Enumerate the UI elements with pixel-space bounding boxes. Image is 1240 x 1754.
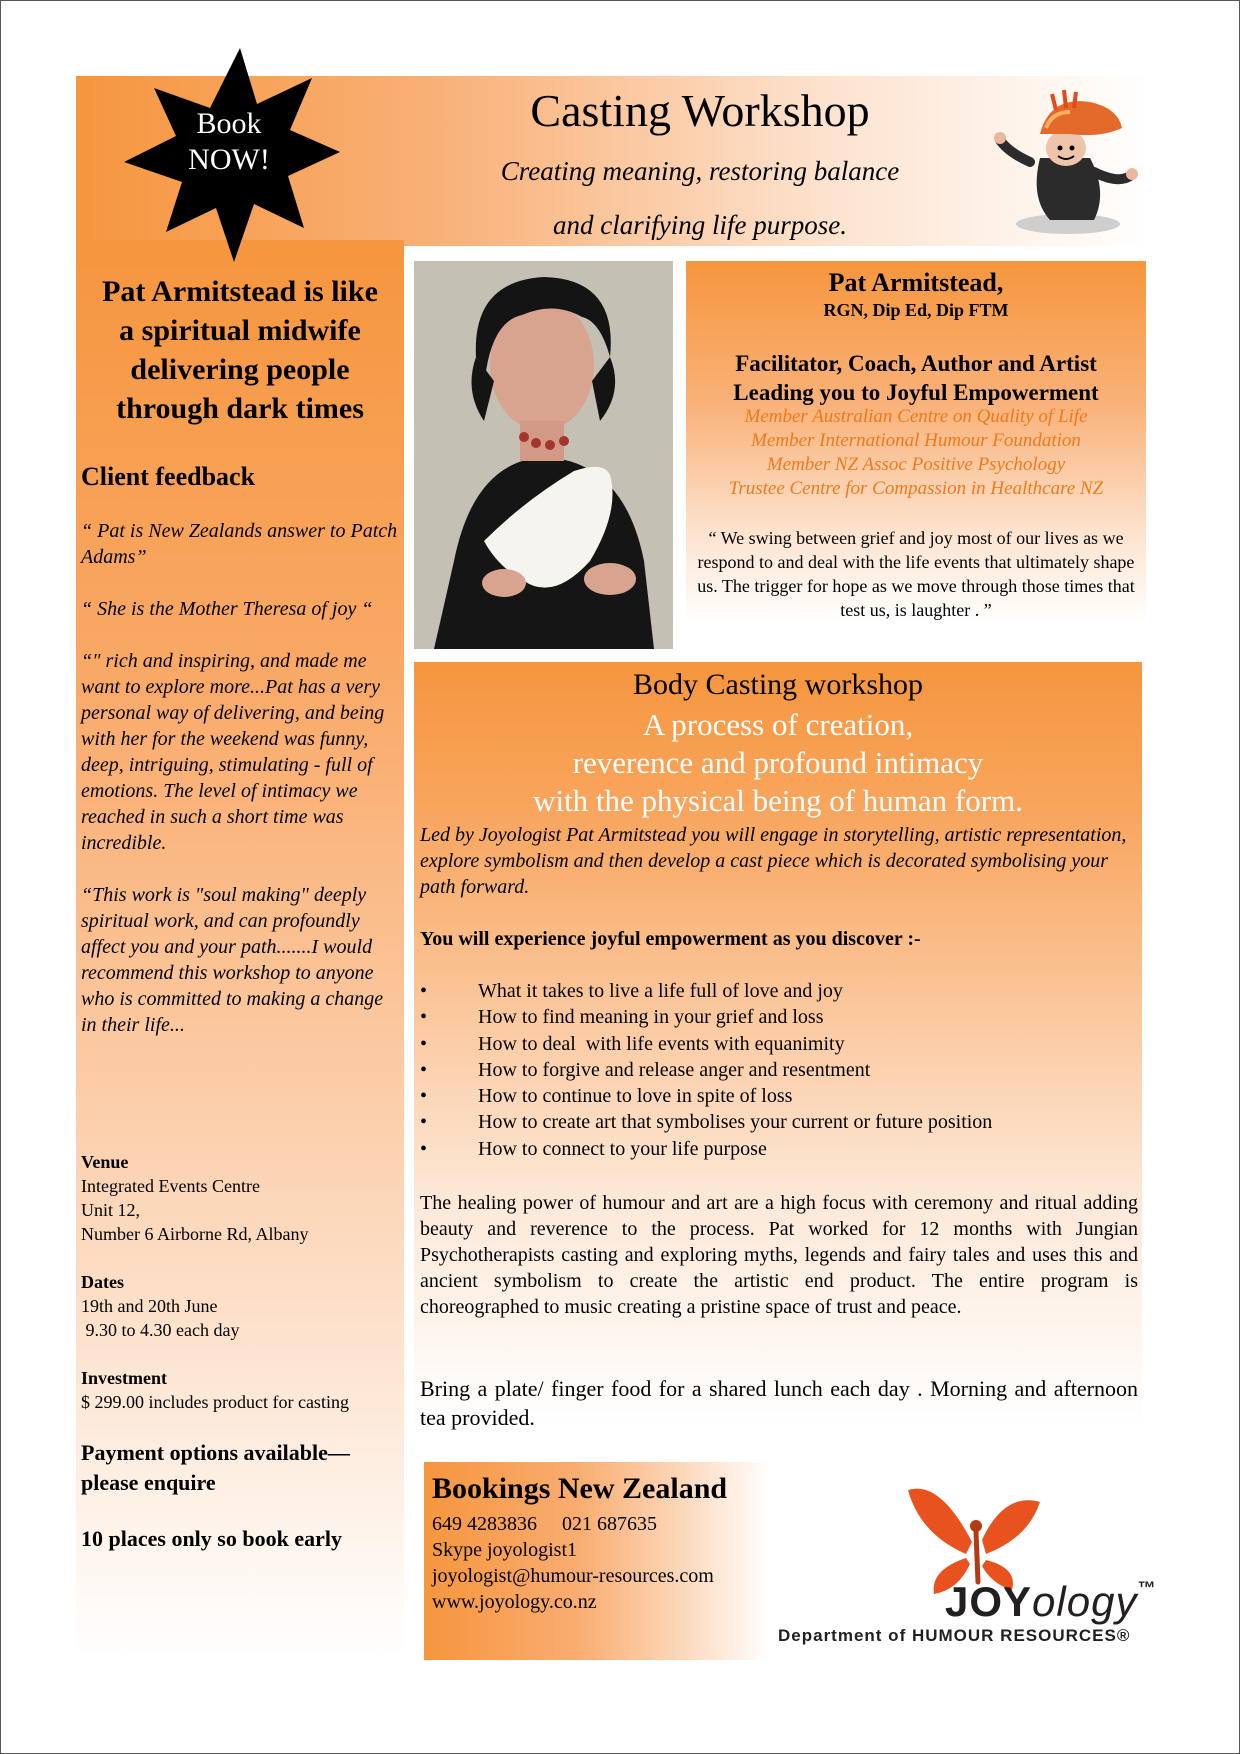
bookings-email-link[interactable]: joyologist@humour-resources.com	[432, 1565, 714, 1587]
body-casting-lead: You will experience joyful empowerment as you discover :-	[420, 928, 921, 950]
subtitle-line2: and clarifying life purpose.	[553, 210, 847, 240]
membership-item: Member NZ Assoc Positive Psychology	[766, 454, 1066, 475]
list-item	[420, 1109, 1140, 1135]
book-now-label[interactable]	[118, 106, 340, 178]
investment-line: $ 299.00 includes product for casting	[81, 1392, 349, 1412]
bullet-icon: •	[420, 1137, 428, 1160]
bookings-website-link[interactable]: www.joyology.co.nz	[432, 1591, 597, 1613]
discover-list	[420, 978, 1140, 1162]
list-item	[420, 978, 1140, 1004]
dates-label: Dates	[81, 1272, 124, 1292]
investment-label: Investment	[81, 1368, 167, 1388]
feedback-quote: “" rich and inspiring, and made me want to explore more...Pat has a very personal way of delivering, and being with her for the weekend was funny, deep, intriguing, stimulating - full of emotions. The level of intimacy we reached in such a short time was incredible.	[81, 650, 385, 854]
venue-block	[81, 1150, 401, 1246]
book-now-line2: NOW!	[188, 143, 270, 176]
logo-word-b: ology	[1032, 1578, 1138, 1625]
body-casting-bring-note: Bring a plate/ finger food for a shared lunch each day . Morning and afternoon tea provided.	[420, 1376, 1138, 1430]
venue-line: Unit 12,	[81, 1200, 141, 1220]
headline-line: Pat Armitstead is like	[102, 275, 378, 308]
body-casting-subtitle-line: A process of creation,	[642, 707, 914, 742]
headline-line: through dark times	[116, 392, 364, 425]
list-item	[420, 1031, 1140, 1057]
payment-options-note: Payment options available—please enquire	[81, 1440, 350, 1495]
bookings-title: Bookings New Zealand	[432, 1472, 728, 1505]
book-now-line1: Book	[196, 107, 262, 140]
dates-block	[81, 1270, 401, 1342]
list-item-text: How to continue to love in spite of loss	[478, 1085, 793, 1108]
list-item-text: How to connect to your life purpose	[478, 1137, 767, 1160]
body-casting-paragraph: The healing power of humour and art are a high focus with ceremony and ritual adding beauty and reverence to the process. Pat worked for 12 months with Jungian Psychotherapists casting and exploring myths, legends and fairy tales and uses this and ancient symbolism to create the artistic end product. The entire program is choreographed to music creating a pristine space of trust and peace.	[420, 1192, 1138, 1318]
client-feedback-quotes	[81, 518, 401, 1064]
body-casting-intro: Led by Joyologist Pat Armitstead you will engage in storytelling, artistic representation, explore symbolism and then develop a cast piece which is decorated symbolising your path forward.	[420, 824, 1127, 898]
page-title: Casting Workshop	[530, 85, 870, 136]
dates-line: 9.30 to 4.30 each day	[81, 1320, 240, 1340]
presenter-photo	[414, 261, 673, 649]
list-item-text: How to deal with life events with equanimity	[478, 1032, 845, 1055]
body-casting-subtitle-line: reverence and profound intimacy	[572, 745, 984, 780]
bullet-icon: •	[420, 1006, 428, 1029]
places-note: 10 places only so book early	[81, 1526, 342, 1551]
logo-department-tagline: Department of HUMOUR RESOURCES®	[778, 1626, 1131, 1645]
headline-line: a spiritual midwife	[119, 314, 361, 347]
joyology-logo-wordmark	[945, 1578, 1156, 1626]
list-item-text: How to find meaning in your grief and loss	[478, 1006, 824, 1029]
feedback-quote: “ Pat is New Zealands answer to Patch Adams”	[81, 520, 398, 568]
booking-notes	[81, 1438, 401, 1580]
logo-word-a: JOY	[945, 1578, 1033, 1625]
venue-line: Number 6 Airborne Rd, Albany	[81, 1224, 309, 1244]
list-item-text: What it takes to live a life full of love and joy	[478, 980, 843, 1002]
membership-item: Member International Humour Foundation	[751, 430, 1081, 451]
body-casting-subtitle	[414, 706, 1142, 820]
list-item-text: How to create art that symbolises your current or future position	[478, 1111, 993, 1134]
bio-quote: “ We swing between grief and joy most of our lives as we respond to and deal with the life events that ultimately shape us. The trigger for hope as we move through those times that test us, is laughter . ”	[697, 528, 1135, 620]
list-item	[420, 1057, 1140, 1083]
membership-item: Member Australian Centre on Quality of Life	[744, 406, 1088, 427]
bookings-contact	[432, 1511, 714, 1615]
investment-block	[81, 1366, 401, 1414]
list-item	[420, 1083, 1140, 1109]
list-item	[420, 1004, 1140, 1030]
bio-credentials: RGN, Dip Ed, Dip FTM	[823, 300, 1009, 320]
bio-memberships	[686, 405, 1146, 501]
feedback-quote: “ She is the Mother Theresa of joy “	[81, 598, 373, 620]
bullet-icon: •	[420, 1111, 428, 1134]
dates-line: 19th and 20th June	[81, 1296, 218, 1316]
list-item-text: How to forgive and release anger and resentment	[478, 1058, 871, 1081]
client-feedback-heading: Client feedback	[81, 462, 256, 491]
venue-line: Integrated Events Centre	[81, 1176, 260, 1196]
bullet-icon: •	[420, 1058, 428, 1081]
feedback-quote: “This work is "soul making" deeply spiritual work, and can profoundly affect you and your path.......I would recommend this workshop to anyone who is committed to making a change in their life...	[81, 884, 384, 1036]
bio-role	[686, 349, 1146, 407]
left-headline	[80, 272, 400, 428]
list-item	[420, 1136, 1140, 1162]
bio-role-line1: Facilitator, Coach, Author and Artist	[735, 351, 1097, 376]
body-casting-title: Body Casting workshop	[632, 668, 923, 701]
page-subtitle	[420, 144, 980, 252]
bookings-skype: Skype joyologist1	[432, 1539, 578, 1561]
bullet-icon: •	[420, 1032, 428, 1055]
bookings-phones: 649 4283836 021 687635	[432, 1513, 657, 1535]
subtitle-line1: Creating meaning, restoring balance	[500, 156, 900, 186]
bullet-icon: •	[420, 1085, 428, 1108]
jester-cartoon-illustration	[990, 88, 1140, 238]
bio-role-line2: Leading you to Joyful Empowerment	[733, 380, 1099, 405]
logo-tm: ™	[1137, 1578, 1157, 1598]
event-info	[81, 1150, 401, 1438]
membership-item: Trustee Centre for Compassion in Healthcare NZ	[728, 478, 1104, 499]
bio-name: Pat Armitstead,	[828, 268, 1004, 297]
bullet-icon: •	[420, 980, 428, 1002]
venue-label: Venue	[81, 1152, 129, 1172]
headline-line: delivering people	[130, 353, 350, 386]
body-casting-subtitle-line: with the physical being of human form.	[533, 783, 1023, 818]
